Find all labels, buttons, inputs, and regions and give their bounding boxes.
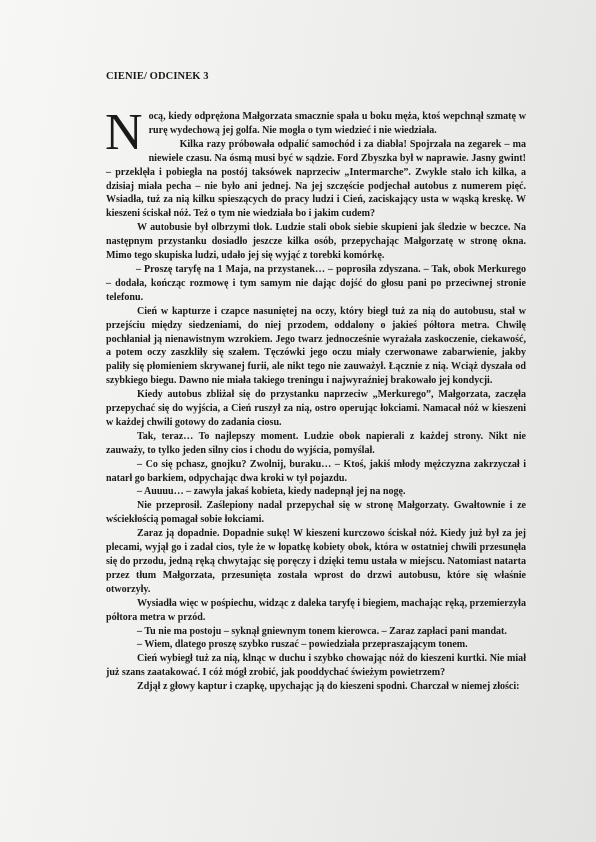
drop-cap: N bbox=[105, 104, 143, 161]
paragraph: Cień wybiegł tuż za nią, klnąc w duchu i szybko chowając nóż do kieszeni kurtki. Nie miał już szans zaatakować. I cóż mógł zrobić, jak pooddychać świeżym powietrzem? bbox=[106, 653, 526, 679]
paragraph: Zdjął z głowy kaptur i czapkę, upychając ją do kieszeni spodni. Charczał w niemej złości: bbox=[137, 681, 520, 693]
page-title: CIENIE/ ODCINEK 3 bbox=[106, 71, 209, 82]
paragraph: Tak, teraz… To najlepszy moment. Ludzie obok napierali z każdej strony. Nikt nie zauważy, to tylko jeden silny cios i chodu do wyjścia, pomyślał. bbox=[106, 430, 526, 456]
paragraph: Kiedy autobus zbliżał się do przystanku naprzeciw „Merkurego”, Małgorzata, zaczęła przepychać się do wyjścia, a Cień ruszył za nią, ostro operując łokciami. Namacał nóż w kieszeni w każdej chwili gotowy do zadania ciosu. bbox=[106, 389, 526, 428]
paragraph: Wysiadła więc w pośpiechu, widząc z daleka taryfę i biegiem, machając ręką, przemierzyła półtora metra w przód. bbox=[106, 597, 526, 623]
paragraph: Zaraz ją dopadnie. Dopadnie sukę! W kieszeni kurczowo ściskał nóż. Kiedy już był za jej plecami, wyjął go i zadał cios, tyle że w łopatkę kobiety obok, która w ostatniej chwili przesunęła się do przodu, jedną ręką chwytając się poręczy i dzięki temu ustała w miejscu. Natomiast natarta przez tłum Małgorzata, przesunięta została wprost do drzwi autobusu, które się właśnie otworzyły. bbox=[106, 528, 526, 595]
paragraph: Kilka razy próbowała odpalić samochód i za diabła! Spojrzała na zegarek – ma niewiele czasu. Na ósmą musi być w sądzie. Ford Zbyszka był w naprawie. Jasny gwint! – przeklęła i pobiegła na postój taksówek naprzeciw „Intermarche”. Zwykle stało ich kilka, a dzisiaj miała pecha – nie było ani jednej. Na jej szczęście podjechał autobus z numerem pięć. Wsiadła, tuż za nią kilku spieszących do pracy ludzi i Cień, zaciskający usta w wąską kreskę. W kieszeni ściskał nóż. Też o tym nie wiedziała bo i jakim cudem? bbox=[106, 138, 526, 220]
paragraph: – Wiem, dlatego proszę szybko ruszać – powiedziała przepraszającym tonem. bbox=[137, 639, 468, 651]
paragraph-text: ocą, kiedy odprężona Małgorzata smacznie spała u boku męża, ktoś wepchnął szmatę w rurę wydechową jej golfa. Nie mogła o tym wiedzieć i nie wiedziała. bbox=[148, 111, 526, 136]
paragraph: – Co się pchasz, gnojku? Zwolnij, buraku… – Ktoś, jakiś młody mężczyzna zakrzyczał i natarł go barkiem, odpychając dwa kroki w tył pojazdu. bbox=[106, 458, 526, 484]
paragraph: – Proszę taryfę na 1 Maja, na przystanek… – poprosiła zdyszana. – Tak, obok Merkurego – dodała, kończąc rozmowę i tym samym nie dając dojść do głosu pani po przeciwnej stronie telefonu. bbox=[106, 263, 526, 303]
paragraph: – Auuuu… – zawyła jakaś kobieta, kiedy nadepnął jej na nogę. bbox=[137, 486, 406, 498]
paragraph: Cień w kapturze i czapce nasuniętej na oczy, który biegł tuż za nią do autobusu, stał w przejściu między siedzeniami, do niej przodem, oddalony o jakieś półtora metra. Chwilę pochłaniał ją nienawistnym wzrokiem. Jego twarz jednocześnie wyrażała zaskoczenie, ciekawość, a potem oczy zaszkliły się szałem. Tęczówki jego oczu miały czerwonawe zabarwienie, jakby paliły się płomieniem skrywanej furii, ale nikt tego nie zauważył. Łącznie z nią. Wciąż dyszała od szybkiego biegu. Dawno nie miała takiego treningu i najwyraźniej brakowało jej kondycji. bbox=[106, 305, 526, 387]
paragraph: – Tu nie ma postoju – syknął gniewnym tonem kierowca. – Zaraz zapłaci pani mandat. bbox=[137, 625, 507, 637]
paragraph bbox=[105, 104, 526, 161]
paragraph: Nie przeprosił. Zaślepiony nadal przepychał się w stronę Małgorzaty. Gwałtownie i ze wściekłością pomagał sobie łokciami. bbox=[106, 500, 526, 526]
paragraph: W autobusie był olbrzymi tłok. Ludzie stali obok siebie skupieni jak śledzie w beczce. Na następnym przystanku dosiadło jeszcze kilka osób, przepychając Małgorzatę w stronę okna. Mimo tego skupiska ludzi, udało jej się wyjąć z torebki komórkę. bbox=[106, 222, 526, 262]
story-body bbox=[105, 104, 526, 694]
